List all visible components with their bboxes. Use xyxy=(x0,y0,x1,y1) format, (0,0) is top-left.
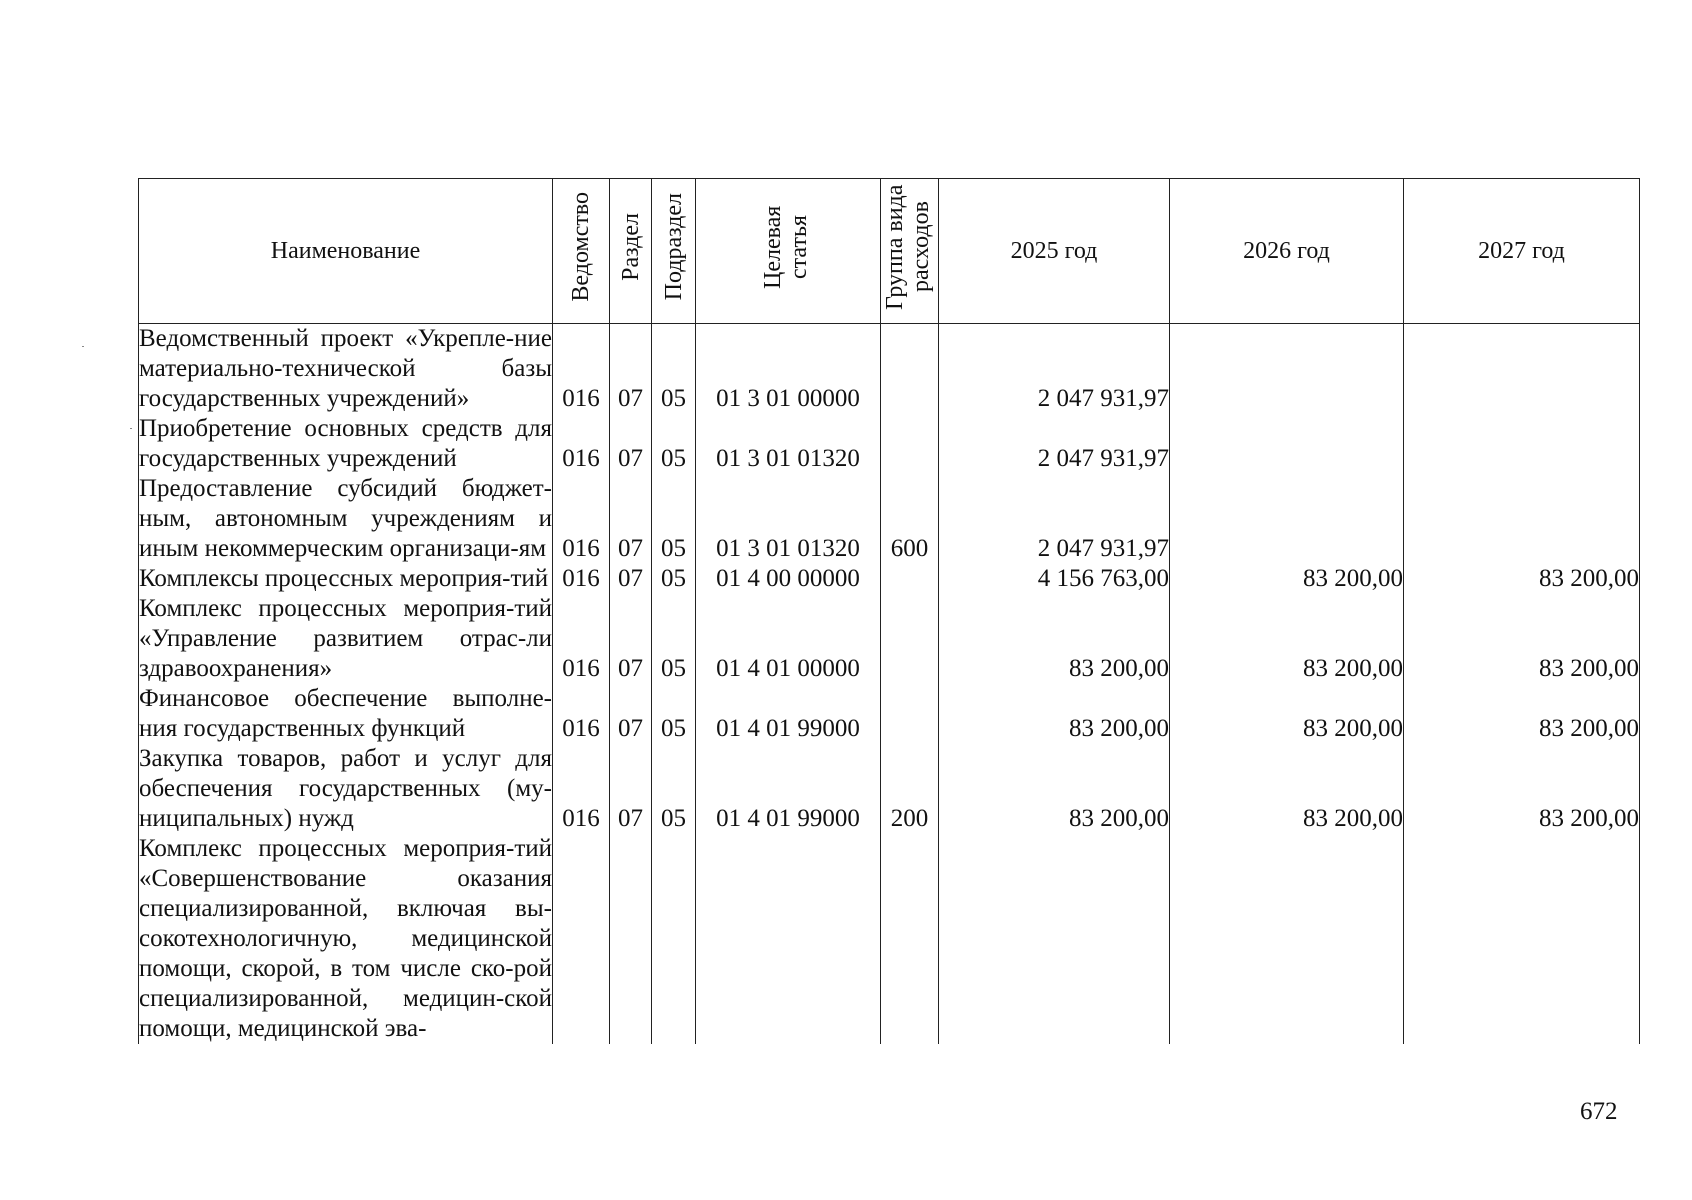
row-subsection: 05 xyxy=(652,594,696,684)
row-name: Закупка товаров, работ и услуг для обеспечения государственных (му-ниципальных) нужд xyxy=(139,745,552,832)
header-2025: 2025 год xyxy=(939,179,1170,324)
row-expense-group xyxy=(881,414,939,474)
row-department: 016 xyxy=(553,564,610,594)
row-2027: 83 200,00 xyxy=(1404,744,1640,834)
row-expense-group: 600 xyxy=(881,474,939,564)
header-2027: 2027 год xyxy=(1404,179,1640,324)
row-2027: 83 200,00 xyxy=(1404,684,1640,744)
row-2027 xyxy=(1404,834,1640,1044)
row-name: Комплекс процессных мероприя-тий «Управление развитием отрас-ли здравоохранения» xyxy=(139,595,552,682)
row-2026: 83 200,00 xyxy=(1170,594,1404,684)
row-2026: 83 200,00 xyxy=(1170,744,1404,834)
row-target-article: 01 3 01 01320 xyxy=(696,474,881,564)
row-name: Финансовое обеспечение выполне-ния государственных функций xyxy=(139,685,552,742)
row-expense-group xyxy=(881,564,939,594)
row-expense-group xyxy=(881,324,939,415)
row-2027: 83 200,00 xyxy=(1404,564,1640,594)
row-2026 xyxy=(1170,474,1404,564)
row-2026: 83 200,00 xyxy=(1170,564,1404,594)
row-department: 016 xyxy=(553,594,610,684)
row-department: 016 xyxy=(553,414,610,474)
header-subsection: Подраздел xyxy=(652,179,696,324)
row-name: Комплекс процессных мероприя-тий «Совершенствование оказания специализированной, включая вы-сокотехнологичную, медицинской помощи, скорой, в том числе ско-рой специализированной, медицин-ской помощи, медицинской эва- xyxy=(139,835,552,1042)
row-2026 xyxy=(1170,414,1404,474)
table-header-row xyxy=(139,179,1640,324)
row-expense-group: 200 xyxy=(881,744,939,834)
row-target-article: 01 4 01 99000 xyxy=(696,744,881,834)
row-name: Предоставление субсидий бюджет-ным, автономным учреждениям и иным некоммерческим организаци-ям xyxy=(139,475,552,562)
row-section: 07 xyxy=(610,414,652,474)
row-name: Ведомственный проект «Укрепле-ние материально-технической базы государственных учреждений» xyxy=(139,325,552,412)
header-expense-group: Группа вида расходов xyxy=(881,179,939,324)
row-department: 016 xyxy=(553,474,610,564)
table-row xyxy=(139,474,1640,564)
table-row xyxy=(139,564,1640,594)
table-row-continued xyxy=(139,834,1640,1044)
row-2025: 2 047 931,97 xyxy=(939,474,1170,564)
row-expense-group xyxy=(881,594,939,684)
row-2027 xyxy=(1404,474,1640,564)
table-row xyxy=(139,744,1640,834)
row-section: 07 xyxy=(610,744,652,834)
row-subsection: 05 xyxy=(652,324,696,415)
row-target-article: 01 4 01 99000 xyxy=(696,684,881,744)
row-subsection: 05 xyxy=(652,474,696,564)
row-section: 07 xyxy=(610,324,652,415)
row-section: 07 xyxy=(610,594,652,684)
row-department: 016 xyxy=(553,744,610,834)
row-2027 xyxy=(1404,414,1640,474)
row-subsection: 05 xyxy=(652,564,696,594)
page-number: 672 xyxy=(1580,1098,1618,1125)
row-target-article: 01 3 01 00000 xyxy=(696,324,881,415)
row-2027: 83 200,00 xyxy=(1404,594,1640,684)
row-2025: 83 200,00 xyxy=(939,744,1170,834)
row-target-article: 01 4 00 00000 xyxy=(696,564,881,594)
row-expense-group xyxy=(881,834,939,1044)
row-expense-group xyxy=(881,684,939,744)
row-subsection: 05 xyxy=(652,744,696,834)
header-name: Наименование xyxy=(139,179,553,324)
table-row xyxy=(139,684,1640,744)
scan-speck xyxy=(130,428,132,429)
row-subsection: 05 xyxy=(652,684,696,744)
row-target-article xyxy=(696,834,881,1044)
row-2025: 2 047 931,97 xyxy=(939,414,1170,474)
row-subsection: 05 xyxy=(652,414,696,474)
row-subsection xyxy=(652,834,696,1044)
row-2025 xyxy=(939,834,1170,1044)
budget-table xyxy=(138,178,1640,1044)
table-row xyxy=(139,594,1640,684)
row-2027 xyxy=(1404,324,1640,415)
row-2025: 83 200,00 xyxy=(939,594,1170,684)
scan-speck xyxy=(82,346,84,347)
row-section: 07 xyxy=(610,474,652,564)
row-name: Приобретение основных средств для государственных учреждений xyxy=(139,415,552,472)
row-2026 xyxy=(1170,324,1404,415)
row-section xyxy=(610,834,652,1044)
header-target-article: Целевая статья xyxy=(696,179,881,324)
row-2025: 83 200,00 xyxy=(939,684,1170,744)
row-2026: 83 200,00 xyxy=(1170,684,1404,744)
header-department: Ведомство xyxy=(553,179,610,324)
table-row xyxy=(139,324,1640,415)
header-section: Раздел xyxy=(610,179,652,324)
row-2026 xyxy=(1170,834,1404,1044)
row-name: Комплексы процессных мероприя-тий xyxy=(139,564,553,594)
header-2026: 2026 год xyxy=(1170,179,1404,324)
row-section: 07 xyxy=(610,684,652,744)
row-2025: 4 156 763,00 xyxy=(939,564,1170,594)
row-target-article: 01 3 01 01320 xyxy=(696,414,881,474)
row-target-article: 01 4 01 00000 xyxy=(696,594,881,684)
table-row xyxy=(139,414,1640,474)
row-2025: 2 047 931,97 xyxy=(939,324,1170,415)
row-section: 07 xyxy=(610,564,652,594)
row-department: 016 xyxy=(553,684,610,744)
row-department xyxy=(553,834,610,1044)
row-department: 016 xyxy=(553,324,610,415)
